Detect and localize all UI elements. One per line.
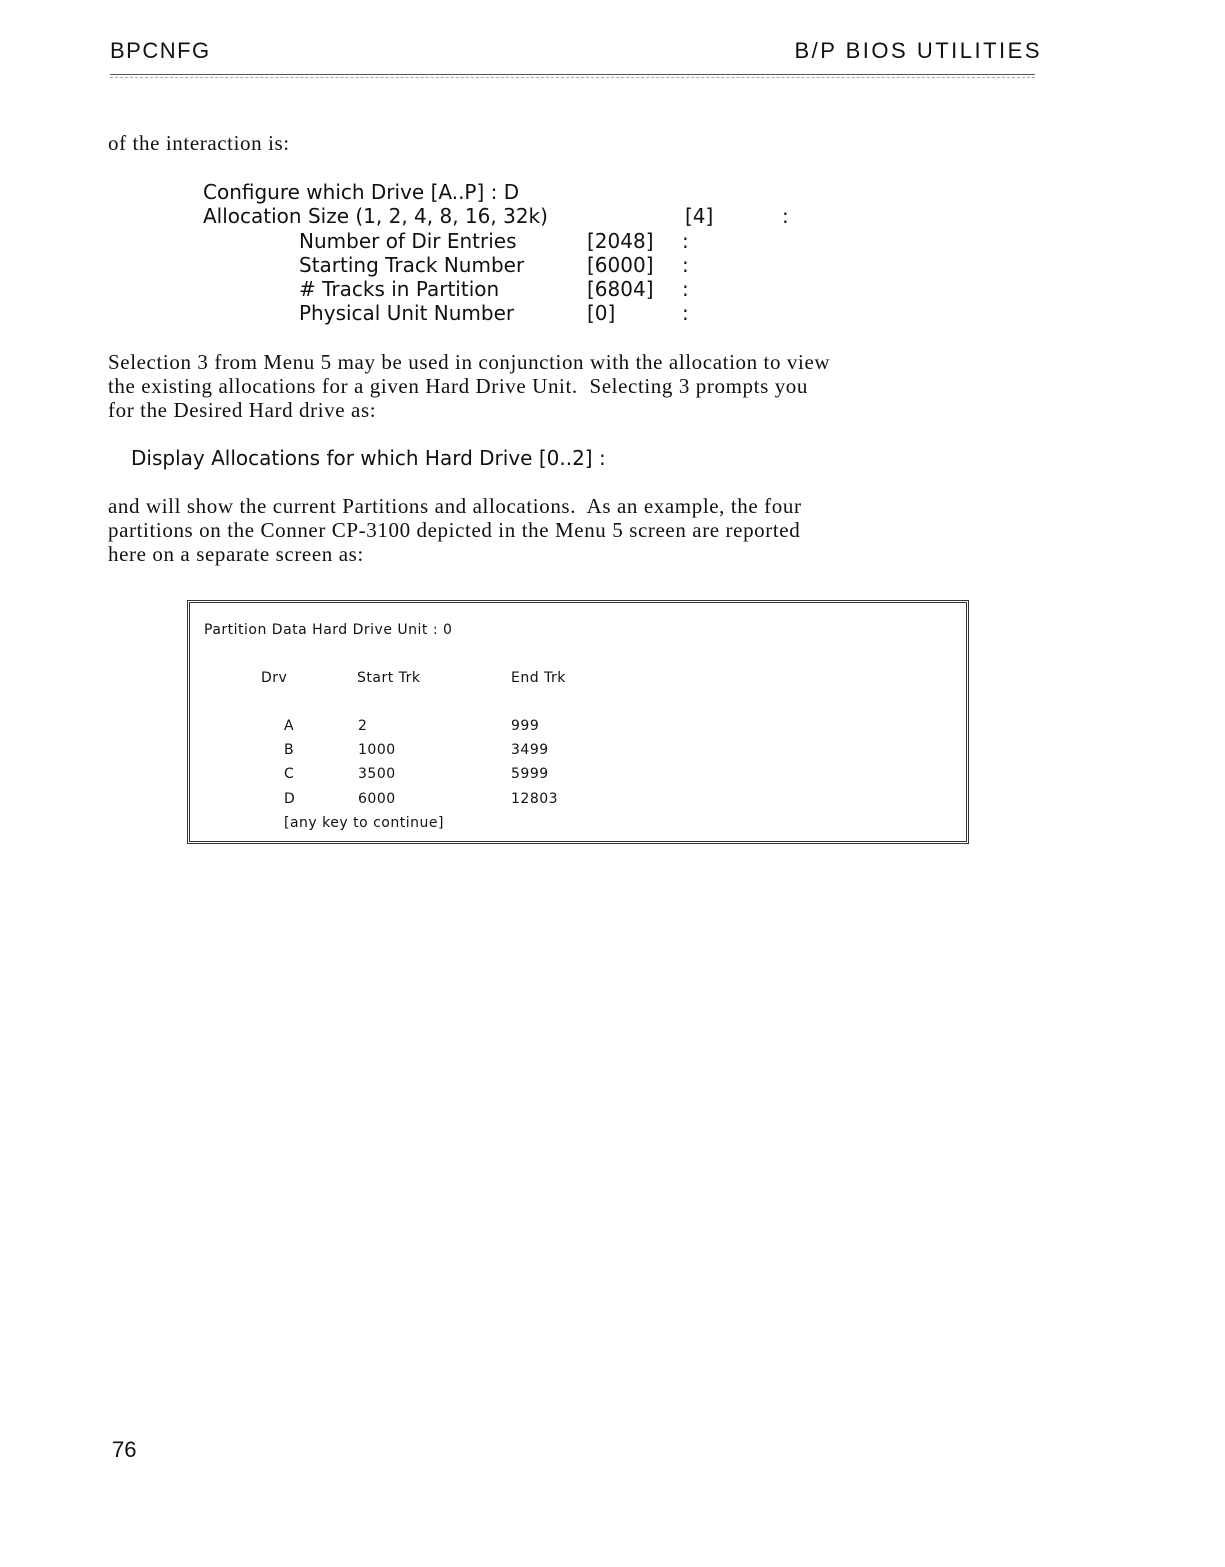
paragraph-line: for the Desired Hard drive as: — [108, 398, 377, 422]
cell-end-trk: 3499 — [511, 742, 549, 758]
config-line-allocation-label: Allocation Size (1, 2, 4, 8, 16, 32k) — [203, 204, 548, 228]
column-header-end-trk: End Trk — [511, 670, 566, 686]
cell-drv: A — [284, 718, 295, 734]
running-header-right: B/P BIOS UTILITIES — [794, 38, 1042, 63]
config-line-allocation-colon: : — [782, 204, 789, 228]
cell-start-trk: 3500 — [358, 766, 396, 782]
config-row-value: [6000] — [587, 253, 654, 277]
config-row-label: Physical Unit Number — [299, 301, 515, 325]
config-line-drive: Configure which Drive [A..P] : D — [203, 180, 520, 204]
config-row-colon: : — [682, 301, 689, 325]
page-number: 76 — [112, 1437, 137, 1462]
config-row-label: Number of Dir Entries — [299, 229, 517, 253]
paragraph-line: partitions on the Conner CP-3100 depicted in the Menu 5 screen are reported — [108, 518, 801, 542]
display-allocations-prompt: Display Allocations for which Hard Drive [0..2] : — [131, 446, 606, 470]
running-header-left: BPCNFG — [110, 38, 211, 63]
cell-drv: C — [284, 766, 295, 782]
paragraph-line: here on a separate screen as: — [108, 542, 364, 566]
header-rule — [110, 74, 1035, 75]
config-row-label: # Tracks in Partition — [299, 277, 500, 301]
cell-end-trk: 5999 — [511, 766, 549, 782]
cell-start-trk: 2 — [358, 718, 368, 734]
config-row-value: [0] — [587, 301, 616, 325]
cell-start-trk: 6000 — [358, 791, 396, 807]
column-header-start-trk: Start Trk — [357, 670, 421, 686]
config-row-colon: : — [682, 253, 689, 277]
header-rule-secondary — [110, 77, 1035, 78]
partition-data-screen — [187, 600, 969, 844]
config-line-allocation-value: [4] — [685, 204, 714, 228]
paragraph-line: and will show the current Partitions and allocations. As an example, the four — [108, 494, 802, 518]
config-row-colon: : — [682, 229, 689, 253]
paragraph-line: the existing allocations for a given Hard Drive Unit. Selecting 3 prompts you — [108, 374, 808, 398]
cell-drv: B — [284, 742, 295, 758]
column-header-drv: Drv — [261, 670, 288, 686]
config-row-value: [6804] — [587, 277, 654, 301]
cell-start-trk: 1000 — [358, 742, 396, 758]
cell-drv: D — [284, 791, 296, 807]
cell-end-trk: 12803 — [511, 791, 559, 807]
cell-end-trk: 999 — [511, 718, 540, 734]
config-row-value: [2048] — [587, 229, 654, 253]
paragraph-line: Selection 3 from Menu 5 may be used in conjunction with the allocation to view — [108, 350, 831, 374]
continue-prompt: [any key to continue] — [284, 815, 444, 831]
config-row-colon: : — [682, 277, 689, 301]
intro-text: of the interaction is: — [108, 131, 290, 155]
config-row-label: Starting Track Number — [299, 253, 525, 277]
partition-screen-title: Partition Data Hard Drive Unit : 0 — [204, 622, 453, 638]
